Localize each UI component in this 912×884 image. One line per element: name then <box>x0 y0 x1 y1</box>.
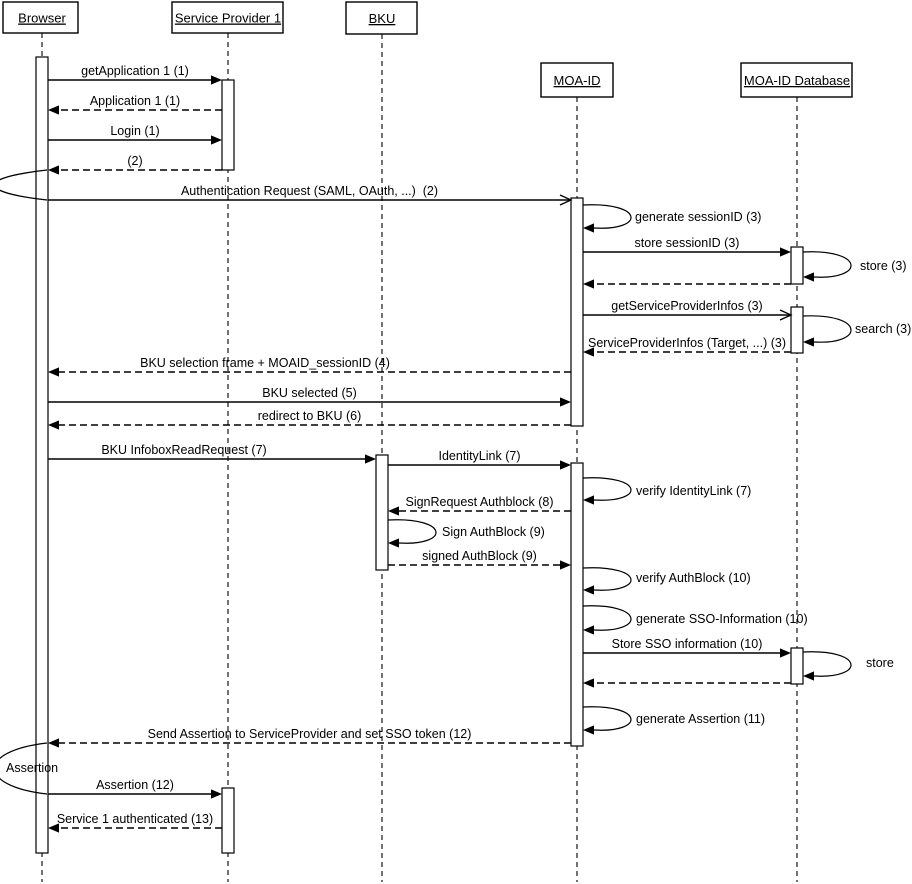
actor-label-browser: Browser <box>18 10 66 26</box>
message-label: signed AuthBlock (9) <box>422 549 537 563</box>
message-label: store sessionID (3) <box>634 236 740 250</box>
message-label: BKU selected (5) <box>262 386 357 400</box>
message-label: IdentityLink (7) <box>438 449 521 463</box>
message-label: Store SSO information (10) <box>611 637 763 651</box>
message-label: getApplication 1 (1) <box>81 64 189 78</box>
message-label: redirect to BKU (6) <box>257 409 362 423</box>
message-label: Login (1) <box>110 124 160 138</box>
self-loop-label: generate Assertion (11) <box>636 712 766 726</box>
self-loop-label: store (3) <box>860 259 907 273</box>
activation-bar-sp1 <box>222 80 234 170</box>
message-label: (2) <box>127 154 143 168</box>
activation-bar-moaiddb <box>791 307 803 353</box>
activation-bar-browser <box>36 57 48 853</box>
message-label: Application 1 (1) <box>89 94 181 108</box>
activation-bar-moaid <box>571 198 583 426</box>
message-label: BKU InfoboxReadRequest (7) <box>101 443 267 457</box>
activation-bar-bku <box>376 455 388 570</box>
activation-bar-moaid <box>571 463 583 746</box>
self-loop-label: search (3) <box>855 322 912 336</box>
actor-label-moaid: MOA-ID <box>553 73 601 88</box>
message-label: BKU selection frame + MOAID_sessionID (4) <box>140 356 390 370</box>
activation-bar-moaiddb <box>791 247 803 284</box>
message-label: Assertion (12) <box>96 778 174 792</box>
message-label: Authentication Request (SAML, OAuth, ...) (2) <box>180 184 439 198</box>
self-loop-label: generate SSO-Information (10) <box>636 612 808 626</box>
message-label: ServiceProviderInfos (Target, ...) (3) <box>588 336 786 350</box>
self-loop-label: verify AuthBlock (10) <box>636 571 751 585</box>
self-loop-label: generate sessionID (3) <box>635 210 762 224</box>
self-loop-label: Sign AuthBlock (9) <box>442 525 545 539</box>
left-loop-label: Assertion <box>6 761 59 775</box>
message-label: getServiceProviderInfos (3) <box>611 299 763 313</box>
self-loop-label: store <box>866 656 894 670</box>
message-label: SignRequest Authblock (8) <box>405 495 554 509</box>
message-label: Service 1 authenticated (13) <box>56 812 214 826</box>
actor-label-sp1: Service Provider 1 <box>174 10 282 26</box>
activation-bar-sp1 <box>222 788 234 853</box>
message-label: Send Assertion to ServiceProvider and set SSO token (12) <box>147 727 472 741</box>
actor-label-moaiddb: MOA-ID Database <box>743 73 851 88</box>
activation-bar-moaiddb <box>791 648 803 684</box>
self-loop-label: verify IdentityLink (7) <box>636 484 752 498</box>
actor-label-bku: BKU <box>368 11 396 26</box>
